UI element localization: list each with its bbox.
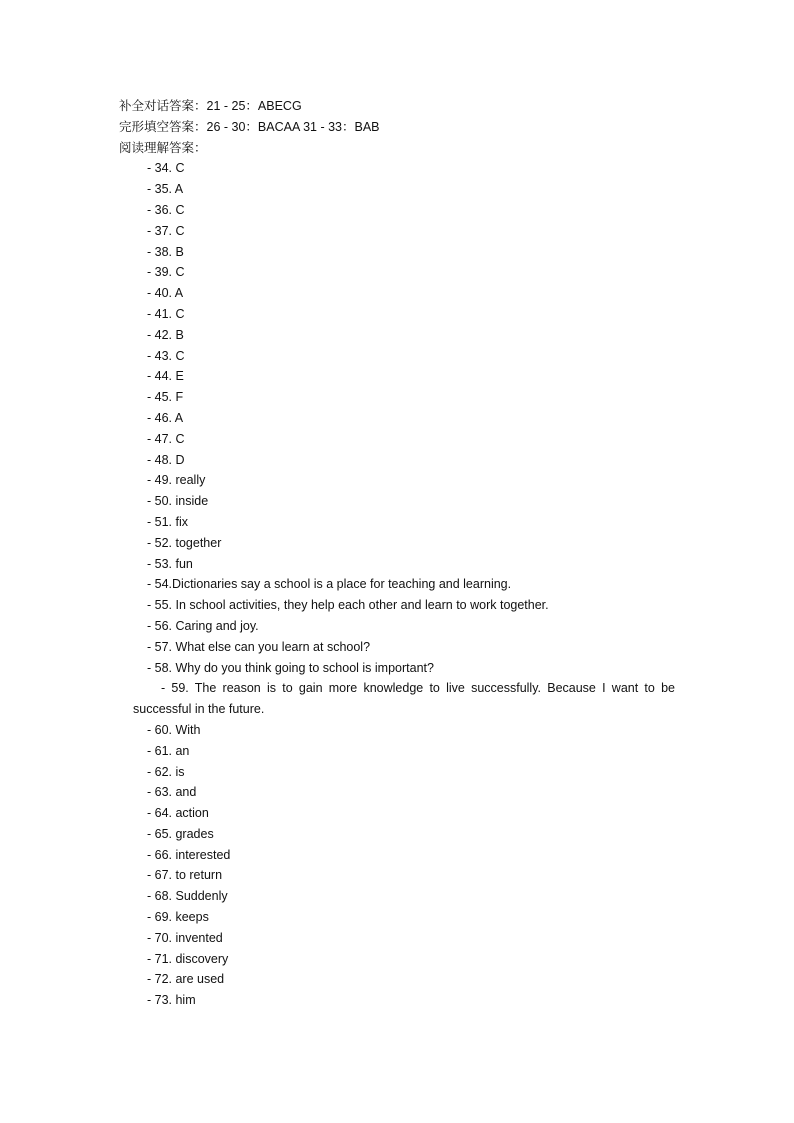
answer-item: - 38. B: [147, 244, 184, 259]
answer-item: - 73. him: [147, 993, 196, 1008]
answer-item: - 61. an: [147, 743, 190, 758]
answer-item: - 48. D: [147, 452, 185, 467]
answer-item: - 41. C: [147, 306, 185, 321]
answer-list: [119, 158, 679, 1011]
answer-item: - 49. really: [147, 473, 206, 488]
answer-item: - 58. Why do you think going to school is important?: [147, 660, 434, 675]
answer-item: - 59. The reason is to gain more knowledge to live successfully. Because I want to be successful in the future.: [133, 681, 675, 717]
answer-item: - 51. fix: [147, 514, 188, 529]
answer-item: - 62. is: [147, 764, 185, 779]
answer-item: - 52. together: [147, 535, 222, 550]
answer-item: - 37. C: [147, 223, 185, 238]
answer-item: - 36. C: [147, 202, 185, 217]
answer-item: - 46. A: [147, 410, 184, 425]
answer-item: - 70. invented: [147, 930, 223, 945]
answer-item: - 67. to return: [147, 868, 223, 883]
answer-item: - 45. F: [147, 390, 184, 405]
answer-item: - 56. Caring and joy.: [147, 618, 259, 633]
answer-item: - 55. In school activities, they help each other and learn to work together.: [147, 598, 549, 613]
cloze-answers-line: 完形填空答案：26 - 30：BACAA 31 - 33：BAB: [119, 119, 380, 134]
answer-key: [119, 96, 679, 1011]
answer-item: - 65. grades: [147, 826, 214, 841]
answer-item: - 60. With: [147, 722, 201, 737]
answer-item: - 50. inside: [147, 494, 209, 509]
answer-item: - 72. are used: [147, 972, 225, 987]
answer-item: - 69. keeps: [147, 910, 209, 925]
reading-answers-heading: 阅读理解答案：: [119, 140, 207, 155]
answer-item: - 64. action: [147, 806, 209, 821]
answer-item: - 35. A: [147, 182, 184, 197]
answer-item: - 40. A: [147, 286, 184, 301]
answer-item: - 57. What else can you learn at school?: [147, 639, 371, 654]
answer-item: - 42. B: [147, 327, 184, 342]
answer-item: - 66. interested: [147, 847, 231, 862]
answer-item: - 39. C: [147, 265, 185, 280]
answer-item: - 54.Dictionaries say a school is a place for teaching and learning.: [147, 577, 512, 592]
answer-item: - 44. E: [147, 369, 184, 384]
dialogue-answers-line: 补全对话答案：21 - 25：ABECG: [119, 99, 302, 113]
answer-item: - 71. discovery: [147, 951, 229, 966]
answer-item: - 47. C: [147, 431, 185, 446]
answer-item: - 34. C: [147, 161, 185, 176]
answer-item: - 53. fun: [147, 556, 193, 571]
answer-item: - 68. Suddenly: [147, 889, 228, 904]
answer-item: - 43. C: [147, 348, 185, 363]
answer-item: - 63. and: [147, 785, 197, 800]
